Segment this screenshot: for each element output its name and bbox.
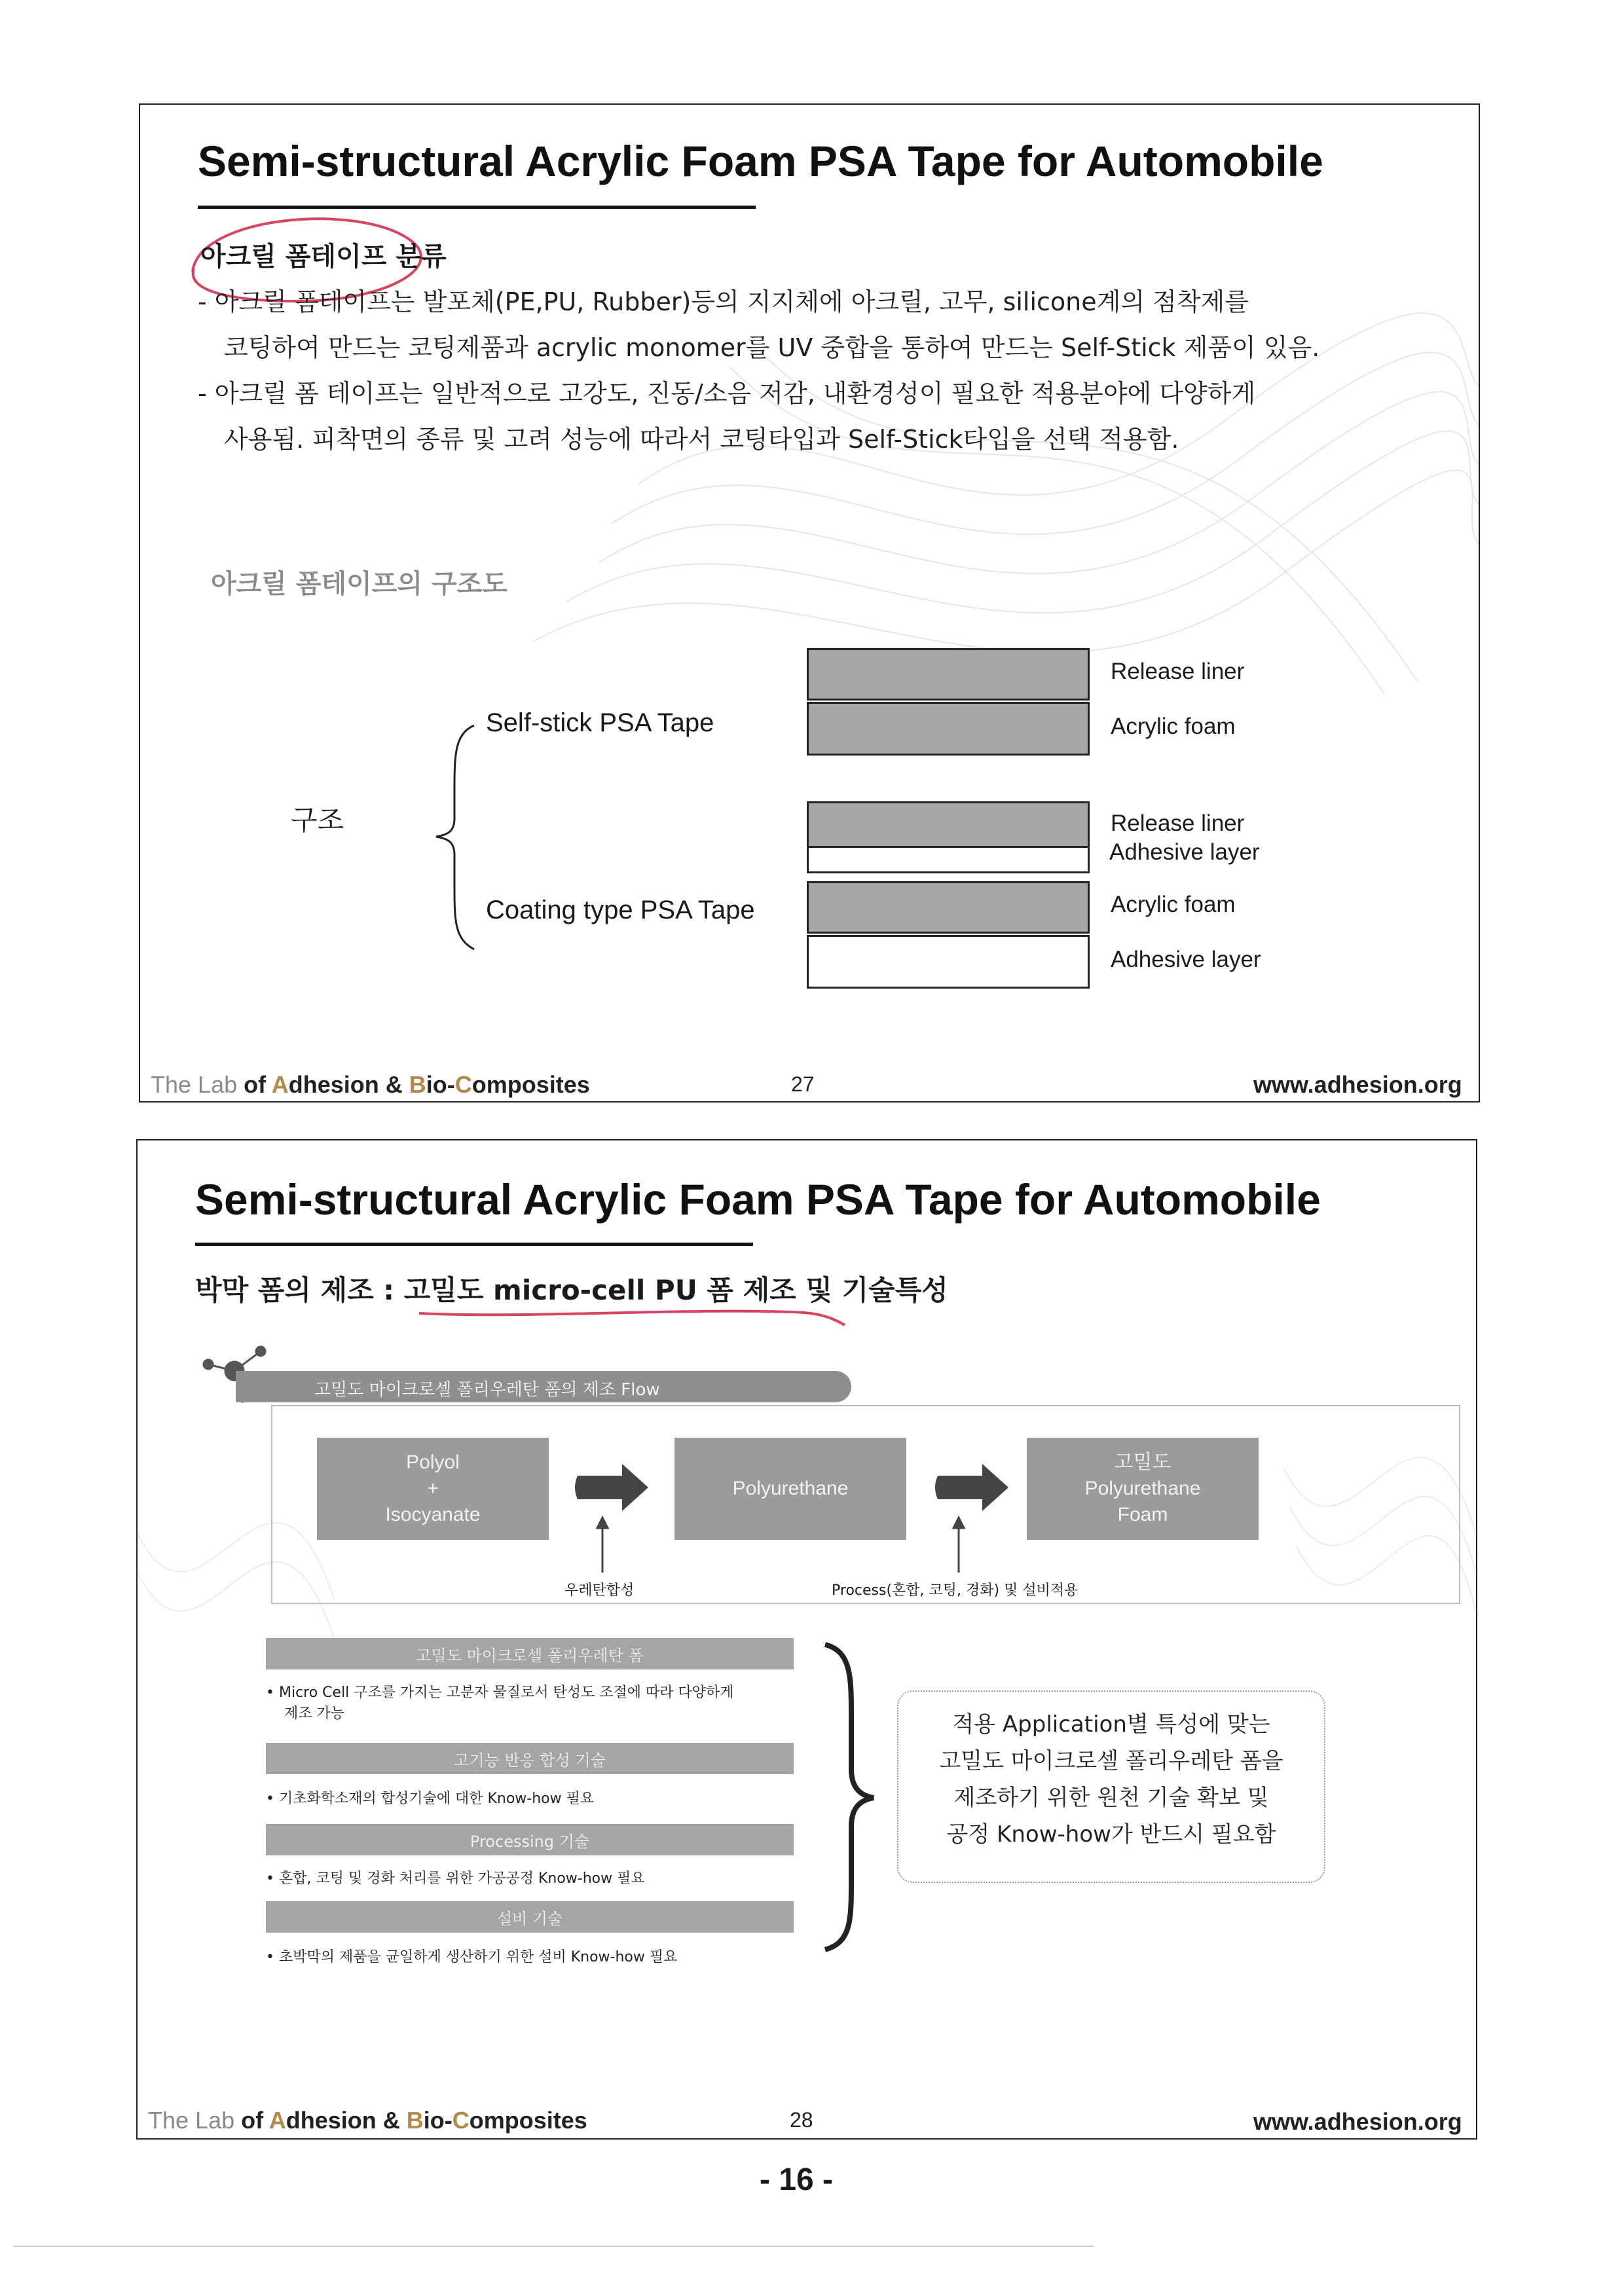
footer-page-number: 27 (791, 1072, 815, 1096)
polyol-isocyanate-box: Polyol + Isocyanate (317, 1438, 549, 1540)
structure-label: 구조 (291, 804, 344, 836)
paragraph-2-line-1: - 아크릴 폼 테이프는 일반적으로 고강도, 진동/소음 저감, 내환경성이 필요한 적용분야에 다양하게 (198, 379, 1256, 408)
polyurethane-box: Polyurethane (674, 1438, 906, 1540)
paragraph-1-line-1: - 아크릴 폼테이프는 발포체(PE,PU, Rubber)등의 지지체에 아크릴, 고무, silicone계의 점착제를 (198, 287, 1249, 316)
footer-url[interactable]: www.adhesion.org (1253, 2108, 1462, 2135)
flow-banner-text: 고밀도 마이크로셀 폴리우레탄 폼의 제조 Flow (314, 1380, 660, 1400)
acrylic-foam-label-2: Acrylic foam (1111, 892, 1236, 917)
paragraph-2-line-2: 사용됨. 피착면의 종류 및 고려 성능에 따라서 코팅타입과 Self-Stick타입을 선택 적용함. (224, 425, 1179, 454)
tech-bullet-synthesis: • 기초화학소재의 합성기술에 대한 Know-how 필요 (266, 1791, 595, 1807)
tech-bullet-equipment: • 초박막의 제품을 균일하게 생산하기 위한 설비 Know-how 필요 (266, 1949, 678, 1965)
note-line-3: 제조하기 위한 원천 기술 확보 및 (953, 1785, 1269, 1811)
slide-27 (139, 103, 1480, 1102)
release-liner-layer-2 (807, 801, 1090, 850)
self-stick-label: Self-stick PSA Tape (486, 708, 714, 737)
footer-lab-name: The Lab of Adhesion & Bio-Composites (151, 1071, 590, 1098)
adhesive-layer-label-2: Adhesive layer (1111, 947, 1261, 972)
adhesive-layer-label-1: Adhesive layer (1109, 839, 1260, 865)
slide-title: Semi-structural Acrylic Foam PSA Tape for Automobile (195, 1175, 1321, 1224)
note-line-4: 공정 Know-how가 반드시 필요함 (946, 1821, 1276, 1848)
document-page-number: - 16 - (760, 2162, 834, 2197)
paragraph-1-line-2: 코팅하여 만드는 코팅제품과 acrylic monomer를 UV 중합을 통하여 만드는 Self-Stick 제품이 있음. (224, 333, 1320, 362)
structure-heading: 아크릴 폼테이프의 구조도 (211, 569, 507, 599)
tech-bar-equipment: 설비 기술 (266, 1901, 794, 1933)
title-underline (195, 1243, 753, 1246)
footer-page-number: 28 (790, 2108, 813, 2132)
adhesive-layer-bottom (807, 935, 1090, 989)
footer-url[interactable]: www.adhesion.org (1253, 1071, 1462, 1098)
tech-bar-processing: Processing 기술 (266, 1824, 794, 1855)
title-underline (198, 206, 756, 209)
scan-edge-line (13, 2246, 1094, 2247)
acrylic-foam-label: Acrylic foam (1111, 714, 1236, 739)
release-liner-label-2: Release liner (1111, 811, 1245, 836)
note-line-1: 적용 Application별 특성에 맞는 (952, 1711, 1270, 1738)
tech-bullet-microcell-2: 제조 가능 (284, 1705, 345, 1722)
release-liner-label: Release liner (1111, 659, 1245, 684)
tech-bar-synthesis: 고기능 반응 합성 기술 (266, 1743, 794, 1774)
note-line-2: 고밀도 마이크로셀 폴리우레탄 폼을 (939, 1748, 1283, 1774)
slide-28 (136, 1139, 1477, 2140)
slide-title: Semi-structural Acrylic Foam PSA Tape for Automobile (198, 137, 1323, 185)
tech-bullet-processing: • 혼합, 코팅 및 경화 처리를 위한 가공공정 Know-how 필요 (266, 1870, 645, 1887)
adhesive-layer-top (807, 846, 1090, 873)
acrylic-foam-layer (807, 702, 1090, 756)
hd-polyurethane-foam-box: 고밀도 Polyurethane Foam (1027, 1438, 1259, 1540)
tech-bar-microcell: 고밀도 마이크로셀 폴리우레탄 폼 (266, 1638, 794, 1669)
classification-heading: 아크릴 폼테이프 분류 (200, 242, 447, 272)
process-caption: Process(혼합, 코팅, 경화) 및 설비적용 (832, 1582, 1079, 1599)
release-liner-layer (807, 648, 1090, 701)
coating-type-label: Coating type PSA Tape (486, 896, 755, 924)
slide-subtitle: 박막 폼의 제조 : 고밀도 micro-cell PU 폼 제조 및 기술특성 (195, 1274, 948, 1306)
conclusion-note-box (897, 1690, 1325, 1883)
footer-lab-name: The Lab of Adhesion & Bio-Composites (148, 2107, 587, 2134)
urethane-synthesis-caption: 우레탄합성 (564, 1582, 635, 1599)
tech-bullet-microcell-1: • Micro Cell 구조를 가지는 고분자 물질로서 탄성도 조절에 따라 다양하게 (266, 1685, 734, 1701)
acrylic-foam-layer-2 (807, 881, 1090, 934)
